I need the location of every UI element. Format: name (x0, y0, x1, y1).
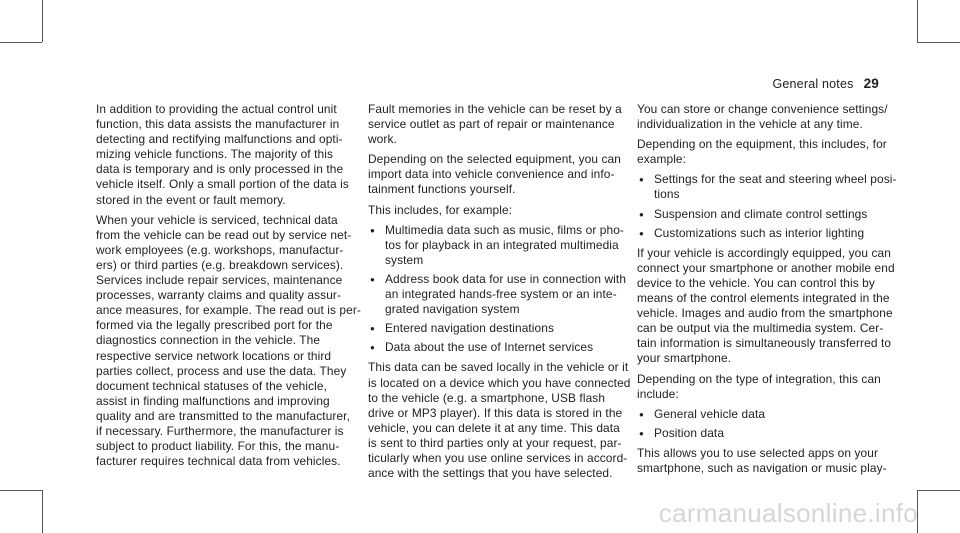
paragraph: When your vehicle is serviced, technical data from the vehicle can be read out by service net- work employees (e.g. workshops, manufactur- ers) or third parties (e.g. breakdown services). Services include repair services, maintenance processes, warranty claims and quality assur- ance measures, for example. The read out is per- formed via the legally prescribed port for the diagnostics connection in the vehicle. The respective service network locations or third parties collect, process and use the data. They document technical statuses of the vehicle, assist in finding malfunctions and improving quality and are transmitted to the manufacturer, if necessary. Furthermore, the manufacturer is subject to product liability. For this, the manu- facturer requires technical data from vehicles. (96, 212, 361, 469)
text-column-1 (96, 102, 381, 474)
paragraph: If your vehicle is accordingly equipped, you can connect your smartphone or another mobile end device to the vehicle. You can control this by means of the control elements integrated in the vehicle. Images and audio from the smartphone can be output via the multimedia system. Cer- tain information is simultaneously transferred to your smartphone. (637, 245, 895, 366)
bullet-item: ● Settings for the seat and steering wheel posi- tions (637, 172, 922, 202)
paragraph: Depending on the equipment, this includes, for example: (637, 137, 887, 167)
bullet-list (637, 407, 922, 441)
crop-mark-tr-v (917, 0, 918, 42)
bullet-list (637, 172, 922, 240)
paragraph: Depending on the selected equipment, you can import data into vehicle convenience and info- tainment functions yourself. (368, 152, 621, 197)
crop-mark-bl-h (0, 490, 42, 491)
watermark: carmanualsonline.info (658, 498, 918, 528)
paragraph: This allows you to use selected apps on your smartphone, such as navigation or music play- (637, 445, 887, 475)
crop-mark-tl-h (0, 42, 42, 43)
bullet-item: ● Position data (637, 426, 922, 441)
paragraph: This includes, for example: (368, 202, 513, 217)
bullet-item: ● Entered navigation destinations (368, 321, 653, 336)
page-header (772, 76, 879, 91)
bullet-list (368, 223, 653, 356)
paragraph: Fault memories in the vehicle can be reset by a service outlet as part of repair or maintenance work. (368, 102, 622, 147)
paragraph: Depending on the type of integration, this can include: (637, 371, 881, 401)
section-title: General notes (772, 77, 854, 91)
page-number: 29 (863, 76, 879, 91)
crop-mark-tl-v (42, 0, 43, 42)
bullet-item: ● Address book data for use in connection with an integrated hands-free system or an inte- grated navigation system (368, 272, 653, 317)
bullet-item: ● Data about the use of Internet services (368, 340, 653, 355)
crop-mark-tr-h (917, 42, 960, 43)
crop-mark-bl-v (42, 490, 43, 533)
bullet-item: ● General vehicle data (637, 407, 922, 422)
paragraph: You can store or change convenience settings/ individualization in the vehicle at any time. (637, 102, 888, 132)
bullet-item: ● Multimedia data such as music, films or pho- tos for playback in an integrated multimedia system (368, 223, 653, 268)
bullet-item: ● Customizations such as interior lighting (637, 226, 922, 241)
text-column-2 (368, 102, 653, 486)
text-column-3 (637, 102, 922, 481)
bullet-item: ● Suspension and climate control settings (637, 207, 922, 222)
paragraph: In addition to providing the actual control unit function, this data assists the manufacturer in detecting and rectifying malfunctions and opti- mizing vehicle functions. The majority of this data is temporary and is only processed in the vehicle itself. Only a small portion of the data is stored in the event or fault memory. (96, 102, 349, 207)
crop-mark-br-h (917, 490, 960, 491)
paragraph: This data can be saved locally in the vehicle or it is located on a device which you have connected to the vehicle (e.g. a smartphone, USB flash drive or MP3 player). If this data is stored in the vehicle, you can delete it at any time. This data is sent to third parties only at your request, par- ticularly when you use online services in accord- ance with the settings that you have selected. (368, 360, 631, 481)
